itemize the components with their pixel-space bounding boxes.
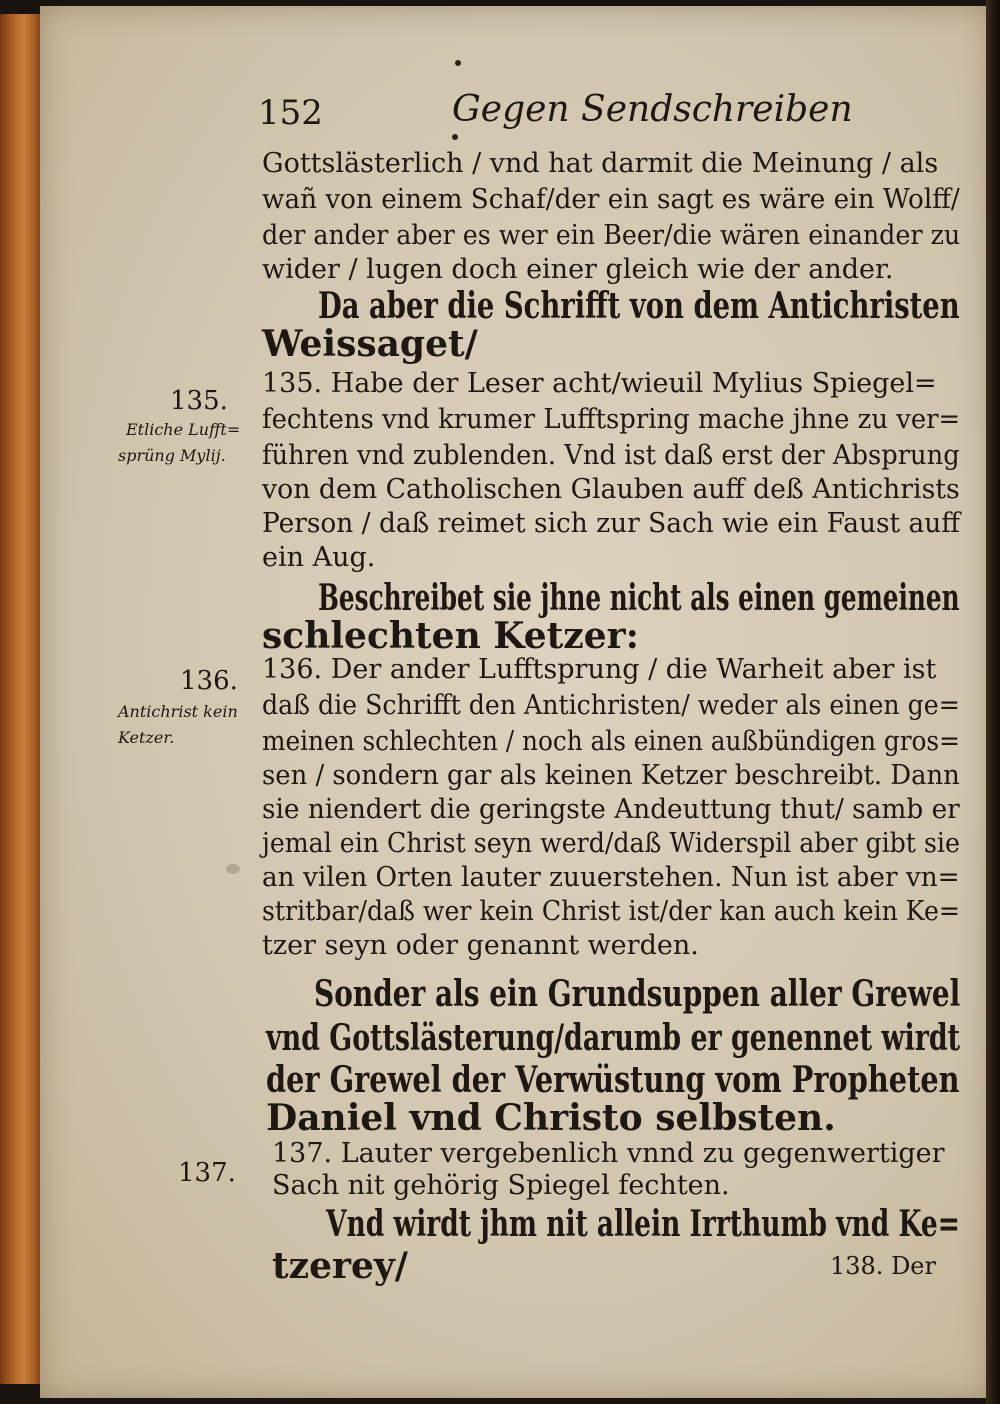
text-line: tzer seyn oder genannt werden. [262, 930, 699, 961]
margin-number: 136. [180, 666, 238, 696]
text-line: an vilen Orten lauter zuuerstehen. Nun ist aber vn= [262, 862, 960, 893]
print-mark [452, 134, 458, 140]
heading-line: Vnd wirdt jhm nit allein Irrthumb vnd Ke= [326, 1203, 960, 1245]
text-line: stritbar/daß wer kein Christ ist/der kan auch kein Ke= [262, 896, 960, 927]
margin-note: Ketzer. [118, 728, 175, 747]
text-line: führen vnd zublenden. Vnd ist daß erst der Absprung [262, 440, 960, 471]
text-line: daß die Schrifft den Antichristen/ weder als einen ge= [262, 690, 960, 721]
margin-number: 137. [178, 1158, 236, 1188]
margin-note: sprüng Mylij. [118, 446, 226, 465]
margin-note: Antichrist kein [118, 702, 238, 721]
heading-line: Daniel vnd Christo selbsten. [266, 1097, 836, 1139]
text-line: 135. Habe der Leser acht/wieuil Mylius Spiegel= [262, 368, 937, 399]
heading-line: schlechten Ketzer: [262, 615, 639, 657]
text-line: Gottslästerlich / vnd hat darmit die Meinung / als [262, 148, 939, 179]
text-line: wañ von einem Schaf/der ein sagt es wäre ein Wolff/ [262, 184, 960, 215]
book-edge-right [986, 0, 1000, 1404]
heading-line: tzerey/ [272, 1245, 408, 1287]
text-line: Sach nit gehörig Spiegel fechten. [272, 1170, 730, 1201]
text-line: Person / daß reimet sich zur Sach wie ein Faust auff [262, 508, 961, 539]
heading-line: der Grewel der Verwüstung vom Propheten [266, 1059, 960, 1101]
text-line: fechtens vnd krumer Lufftspring mache jhne zu ver= [262, 404, 961, 435]
heading-line: Da aber die Schrifft von dem Antichristen [318, 285, 960, 327]
heading-line: Sonder als ein Grundsuppen aller Grewel [314, 973, 961, 1015]
heading-line: Beschreibet sie jhne nicht als einen gemeinen [318, 577, 960, 619]
text-line: 137. Lauter vergebenlich vnnd zu gegenwertiger [272, 1138, 945, 1169]
stain [226, 864, 240, 874]
text-line: von dem Catholischen Glauben auff deß Antichrists [262, 474, 960, 505]
running-title: Gegen Sendschreiben [452, 89, 853, 130]
heading-line: Weissaget/ [262, 323, 478, 365]
margin-note: Etliche Lufft= [126, 420, 241, 439]
print-mark [455, 60, 461, 66]
page-number: 152 [258, 93, 323, 133]
text-line: wider / lugen doch einer gleich wie der ander. [262, 254, 894, 285]
text-line: sie niendert die geringste Andeuttung thut/ samb er [262, 794, 960, 825]
margin-number: 135. [170, 386, 228, 416]
catchword: 138. Der [830, 1252, 936, 1280]
text-line: meinen schlechten / noch als einen außbündigen gros= [262, 726, 960, 757]
heading-line: vnd Gottslästerung/darumb er genennet wirdt [266, 1017, 961, 1059]
book-edge-left [0, 14, 44, 1384]
text-line: sen / sondern gar als keinen Ketzer beschreibt. Dann [262, 760, 960, 791]
text-line: ein Aug. [262, 542, 376, 573]
text-line: jemal ein Christ seyn werd/daß Widerspil aber gibt sie [262, 828, 960, 859]
text-line: der ander aber es wer ein Beer/die wären einander zu [262, 220, 961, 251]
text-line: 136. Der ander Lufftsprung / die Warheit aber ist [262, 654, 937, 685]
